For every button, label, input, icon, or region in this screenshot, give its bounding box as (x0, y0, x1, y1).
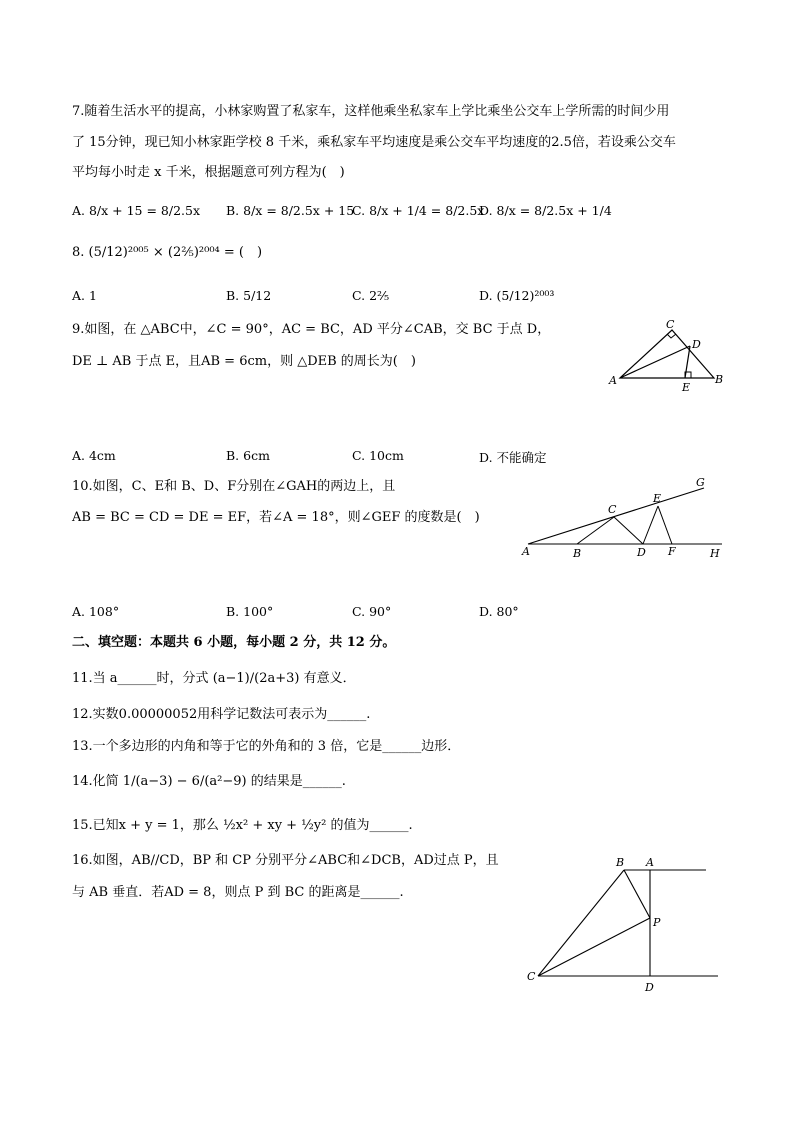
q10-figure (516, 472, 726, 564)
q9-label-a: A (609, 374, 617, 387)
q10-option-a[interactable]: A. 108° (72, 604, 120, 619)
q9-option-c[interactable]: C. 10cm (352, 448, 404, 463)
q9-right-angle-c (667, 334, 676, 338)
q9-line2: DE ⊥ AB 于点 E，且AB = 6cm，则 △DEB 的周长为( ) (72, 354, 416, 369)
q10-option-b[interactable]: B. 100° (226, 604, 274, 619)
q10-ray-ag (528, 488, 704, 544)
q9-figure (606, 316, 728, 394)
q7-line1: 7.随着生活水平的提高，小林家购置了私家车，这样他乘坐私家车上学比乘坐公交车上学所需的时间少用 (72, 104, 670, 119)
q16-label-d: D (645, 981, 654, 994)
q9-option-b[interactable]: B. 6cm (226, 448, 270, 463)
q10-label-g: G (696, 476, 705, 489)
q10-segment-ef (658, 506, 672, 544)
q12-text: 12.实数0.00000052用科学记数法可表示为______. (72, 707, 371, 722)
q10-label-c: C (608, 503, 617, 516)
q16-label-c: C (527, 970, 536, 983)
q16-label-b: B (616, 856, 625, 869)
q16-line2: 与 AB 垂直．若AD = 8，则点 P 到 BC 的距离是______. (72, 885, 404, 900)
q9-label-c: C (666, 318, 675, 331)
q10-label-d: D (637, 546, 646, 559)
q8-option-c[interactable]: C. 2⅖ (352, 288, 390, 303)
q16-segment-cp (538, 918, 650, 976)
q14-text: 14.化简 1/(a−3) − 6/(a²−9) 的结果是______. (72, 774, 346, 789)
q9-label-d: D (692, 338, 701, 351)
q15-text: 15.已知x + y = 1，那么 ½x² + xy + ½y² 的值为______. (72, 818, 413, 833)
q10-segment-bc (577, 517, 614, 544)
q10-option-c[interactable]: C. 90° (352, 604, 392, 619)
q10-label-h: H (710, 547, 720, 560)
q16-segment-bc (538, 870, 624, 976)
q16-segment-bp (624, 870, 650, 918)
q9-option-a[interactable]: A. 4cm (72, 448, 116, 463)
q10-line1: 10.如图，C、E和 B、D、F分别在∠GAH的两边上，且 (72, 479, 396, 494)
q8-option-d[interactable]: D. (5/12)²⁰⁰³ (479, 288, 555, 303)
q10-segment-cd (614, 517, 643, 544)
q16-label-a: A (646, 856, 654, 869)
q9-option-d[interactable]: D. 不能确定 (479, 450, 547, 465)
q16-label-p: P (653, 916, 661, 929)
q13-text: 13.一个多边形的内角和等于它的外角和的 3 倍，它是______边形． (72, 739, 461, 754)
q10-line2: AB = BC = CD = DE = EF，若∠A = 18°，则∠GEF 的度数是( ) (72, 510, 480, 525)
q10-label-b: B (573, 547, 582, 560)
q7-option-d[interactable]: D. 8/x = 8/2.5x + 1/4 (479, 203, 612, 218)
section2-heading: 二、填空题：本题共 6 小题，每小题 2 分，共 12 分。 (72, 635, 396, 650)
q8-option-a[interactable]: A. 1 (72, 288, 97, 303)
q10-label-e: E (653, 492, 662, 505)
q10-segment-de (643, 506, 658, 544)
q7-option-c[interactable]: C. 8/x + 1/4 = 8/2.5x (352, 203, 485, 218)
q10-label-a: A (522, 545, 530, 558)
q7-option-a[interactable]: A. 8/x + 15 = 8/2.5x (72, 203, 201, 218)
q9-label-b: B (715, 373, 724, 386)
q16-figure (520, 852, 726, 996)
q16-line1: 16.如图，AB//CD，BP 和 CP 分别平分∠ABC和∠DCB，AD过点 P，且 (72, 853, 499, 868)
q10-option-d[interactable]: D. 80° (479, 604, 519, 619)
q10-label-f: F (668, 545, 676, 558)
q9-line1: 9.如图，在 △ABC中，∠C = 90°，AC = BC，AD 平分∠CAB，交 BC 于点 D， (72, 322, 551, 337)
q7-line2: 了 15分钟，现已知小林家距学校 8 千米，乘私家车平均速度是乘公交车平均速度的2.5倍，若设乘公交车 (72, 135, 676, 150)
q9-label-e: E (682, 381, 691, 394)
q9-segment-ad (620, 346, 690, 378)
q8-option-b[interactable]: B. 5/12 (226, 288, 272, 303)
q7-option-b[interactable]: B. 8/x = 8/2.5x + 15 (226, 203, 355, 218)
q9-segment-de (685, 346, 690, 378)
q7-line3: 平均每小时走 x 千米，根据题意可列方程为( ) (72, 165, 345, 180)
q8-stem: 8. (5/12)²⁰⁰⁵ × (2⅖)²⁰⁰⁴ = ( ) (72, 245, 263, 260)
q11-text: 11.当 a______时，分式 (a−1)/(2a+3) 有意义． (72, 671, 356, 686)
